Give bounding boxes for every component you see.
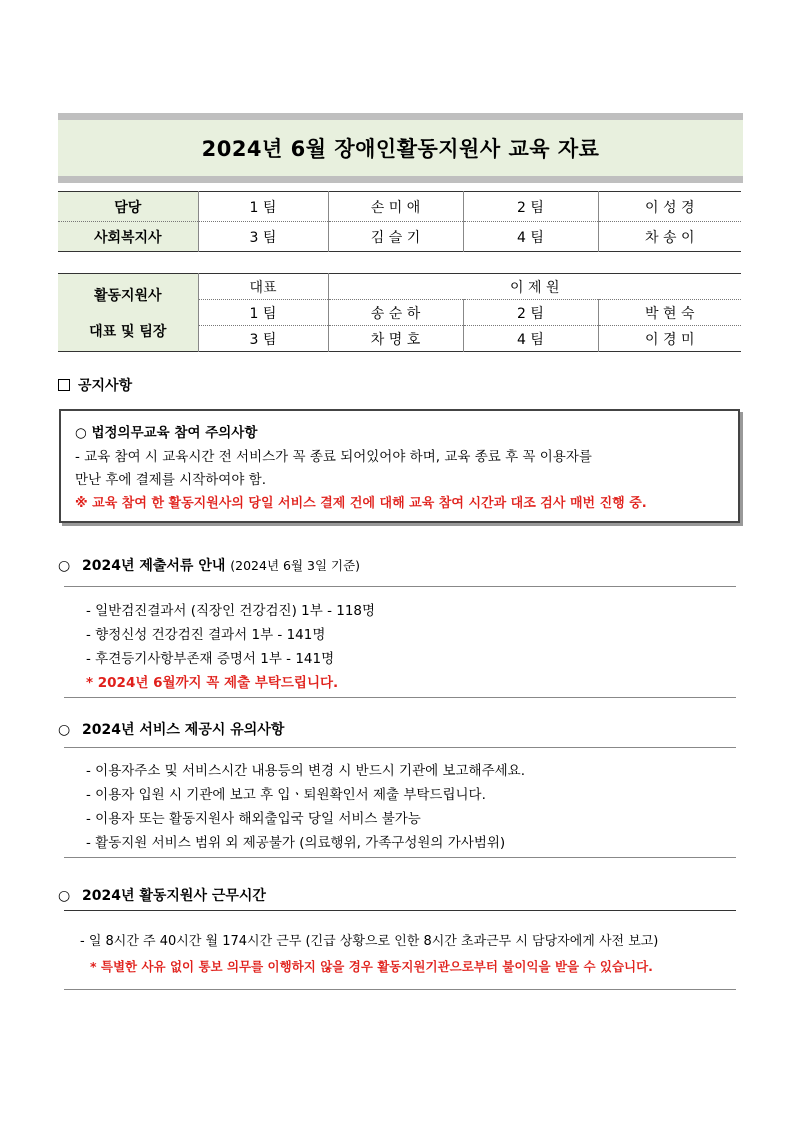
team-cell: 4 팀 — [463, 326, 598, 352]
notice-heading — [58, 375, 132, 395]
divider — [64, 586, 736, 587]
notice-subheading: ○ 법정의무교육 참여 주의사항 — [75, 425, 258, 441]
team-cell: 1 팀 — [198, 192, 328, 222]
docs-heading-text: 2024년 제출서류 안내 — [82, 558, 226, 574]
team-cell: 1 팀 — [198, 300, 328, 326]
name-cell: 차 명 호 — [328, 326, 463, 352]
hours-line: - 일 8시간 주 40시간 월 174시간 근무 (긴급 상황으로 인한 8시간 초과근무 시 담당자에게 사전 보고) — [80, 934, 659, 949]
rep-label: 대표 — [198, 274, 328, 300]
team-cell: 3 팀 — [198, 326, 328, 352]
list-item: - 이용자 입원 시 기관에 보고 후 입ㆍ퇴원확인서 제출 부탁드립니다. — [86, 787, 486, 803]
name-cell: 이 성 경 — [598, 192, 741, 222]
list-item: - 이용자 또는 활동지원사 해외출입국 당일 서비스 불가능 — [86, 811, 421, 827]
leader-label-2: 대표 및 팀장 — [89, 323, 167, 340]
divider — [64, 910, 736, 911]
divider — [64, 857, 736, 858]
hours-warning: * 특별한 사유 없이 통보 의무를 이행하지 않을 경우 활동지원기관으로부터 불이익을 받을 수 있습니다. — [90, 959, 653, 974]
table-row — [58, 192, 741, 222]
name-cell: 손 미 애 — [328, 192, 463, 222]
notice-line: - 교육 참여 시 교육시간 전 서비스가 꼭 종료 되어있어야 하며, 교육 종료 후 꼭 이용자를 — [75, 449, 592, 465]
leader-label — [58, 274, 198, 352]
team-cell: 2 팀 — [463, 192, 598, 222]
title-bar-bottom — [58, 176, 743, 183]
divider — [64, 747, 736, 748]
checkbox-square-icon — [58, 379, 70, 391]
name-cell: 송 순 하 — [328, 300, 463, 326]
circle-bullet-icon: ○ — [58, 722, 71, 738]
docs-heading — [58, 555, 360, 575]
service-heading-text: 2024년 서비스 제공시 유의사항 — [82, 722, 285, 738]
name-cell: 박 현 숙 — [598, 300, 741, 326]
notice-warning: ※ 교육 참여 한 활동지원사의 당일 서비스 결제 건에 대해 교육 참여 시간과 대조 검사 매번 진행 중. — [75, 496, 647, 511]
circle-bullet-icon: ○ — [58, 558, 71, 574]
name-cell: 이 경 미 — [598, 326, 741, 352]
list-item: - 이용자주소 및 서비스시간 내용등의 변경 시 반드시 기관에 보고해주세요. — [86, 763, 526, 779]
name-cell: 김 슬 기 — [328, 222, 463, 252]
docs-heading-sub: (2024년 6월 3일 기준) — [230, 558, 361, 573]
list-item: - 후견등기사항부존재 증명서 1부 - 141명 — [86, 651, 335, 667]
team-cell: 3 팀 — [198, 222, 328, 252]
list-item: - 활동지원 서비스 범위 외 제공불가 (의료행위, 가족구성원의 가사범위) — [86, 835, 506, 851]
team-cell: 2 팀 — [463, 300, 598, 326]
list-item: - 일반검진결과서 (직장인 건강검진) 1부 - 118명 — [86, 603, 376, 619]
staff-label-2: 사회복지사 — [58, 222, 198, 252]
team-cell: 4 팀 — [463, 222, 598, 252]
docs-note: * 2024년 6월까지 꼭 제출 부탁드립니다. — [86, 675, 339, 691]
leader-label-1: 활동지원사 — [93, 287, 162, 304]
title-bar-top — [58, 113, 743, 120]
divider — [64, 697, 736, 698]
staff-label-1: 담당 — [58, 192, 198, 222]
circle-bullet-icon: ○ — [58, 888, 71, 904]
table-row — [58, 274, 741, 300]
name-cell: 차 송 이 — [598, 222, 741, 252]
page-title: 2024년 6월 장애인활동지원사 교육 자료 — [58, 120, 743, 176]
divider — [64, 989, 736, 990]
service-heading — [58, 719, 284, 739]
hours-heading — [58, 885, 266, 905]
rep-name: 이 제 원 — [328, 274, 741, 300]
notice-box — [59, 409, 740, 523]
leader-table — [58, 273, 741, 352]
list-item: - 향정신성 건강검진 결과서 1부 - 141명 — [86, 627, 326, 643]
notice-line: 만난 후에 결제를 시작하여야 함. — [75, 472, 266, 488]
hours-heading-text: 2024년 활동지원사 근무시간 — [82, 888, 266, 904]
notice-heading-text: 공지사항 — [78, 378, 133, 394]
table-row — [58, 222, 741, 252]
staff-table — [58, 191, 741, 252]
